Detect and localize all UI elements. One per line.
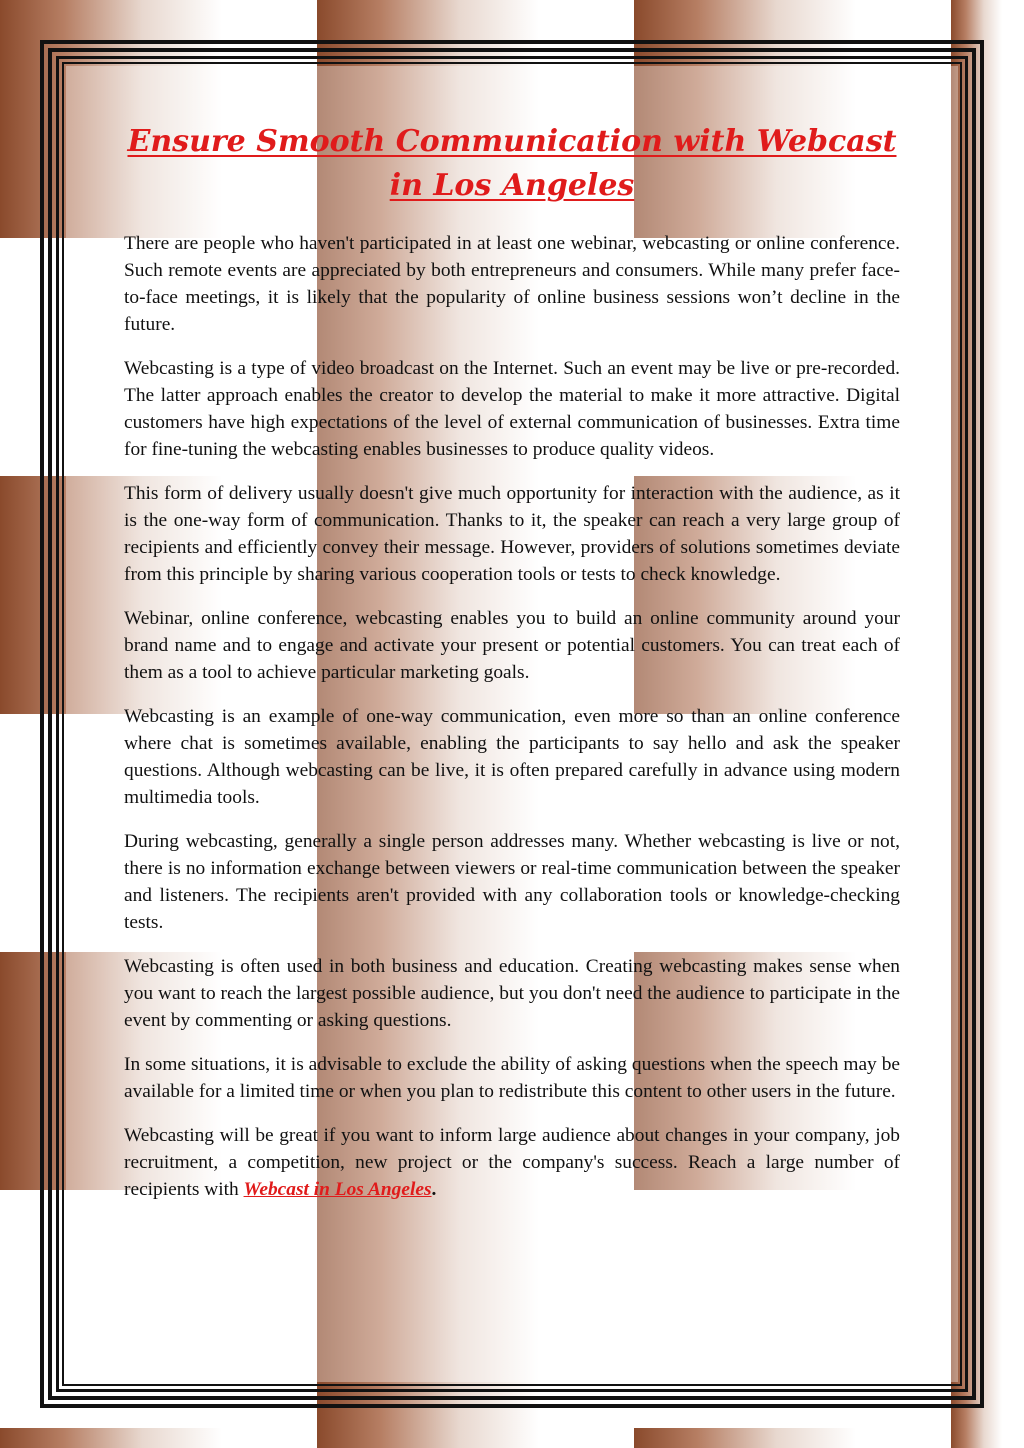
webcast-link[interactable]: Webcast in Los Angeles [243,1179,432,1200]
paragraph-9 [124,1122,900,1203]
paragraph-6: During webcasting, generally a single person addresses many. Whether webcasting is live or not, there is no information exchange between viewers or real-time communication between the speaker and listeners. The recipients aren't provided with any collaboration tools or knowledge-checking tests. [124,831,900,933]
article [124,120,900,1220]
paragraph-5: Webcasting is an example of one-way communication, even more so than an online conference where chat is sometimes available, enabling the participants to say hello and ask the speaker questions. Although webcasting can be live, it is often prepared carefully in advance using modern multimedia tools. [124,706,900,808]
bg-tile [634,1428,951,1448]
bg-tile [0,1428,317,1448]
paragraph-8: In some situations, it is advisable to exclude the ability of asking questions when the speech may be available for a limited time or when you plan to redistribute this content to other users in the future. [124,1054,900,1102]
paragraph-1: There are people who haven't participated in at least one webinar, webcasting or online conference. Such remote events are appreciated by both entrepreneurs and consumers. While many prefer face-to-face meetings, it is likely that the popularity of online business sessions won’t decline in the future. [124,233,900,335]
paragraph-2: Webcasting is a type of video broadcast on the Internet. Such an event may be live or pre-recorded. The latter approach enables the creator to develop the material to make it more attractive. Digital customers have high expectations of the level of external communication of businesses. Extra time for fine-tuning the webcasting enables businesses to produce quality videos. [124,358,900,460]
bg-tile [317,1428,634,1448]
paragraph-9-text: Webcasting will be great if you want to inform large audience about changes in your company, job recruitment, a competition, new project or the company's success. Reach a large number of recipients with [124,1125,900,1200]
bg-tile [951,1428,1024,1448]
page-title: Ensure Smooth Communication with Webcast in Los Angeles [127,124,897,203]
paragraph-9-suffix: . [431,1179,437,1200]
paragraph-4: Webinar, online conference, webcasting enables you to build an online community around your brand name and to engage and activate your present or potential customers. You can treat each of them as a tool to achieve particular marketing goals. [124,608,900,683]
paragraph-3: This form of delivery usually doesn't give much opportunity for interaction with the audience, as it is the one-way form of communication. Thanks to it, the speaker can reach a very large group of recipients and efficiently convey their message. However, providers of solutions sometimes deviate from this principle by sharing various cooperation tools or tests to check knowledge. [124,483,900,585]
paragraph-7: Webcasting is often used in both business and education. Creating webcasting makes sense when you want to reach the largest possible audience, but you don't need the audience to participate in the event by commenting or asking questions. [124,956,900,1031]
